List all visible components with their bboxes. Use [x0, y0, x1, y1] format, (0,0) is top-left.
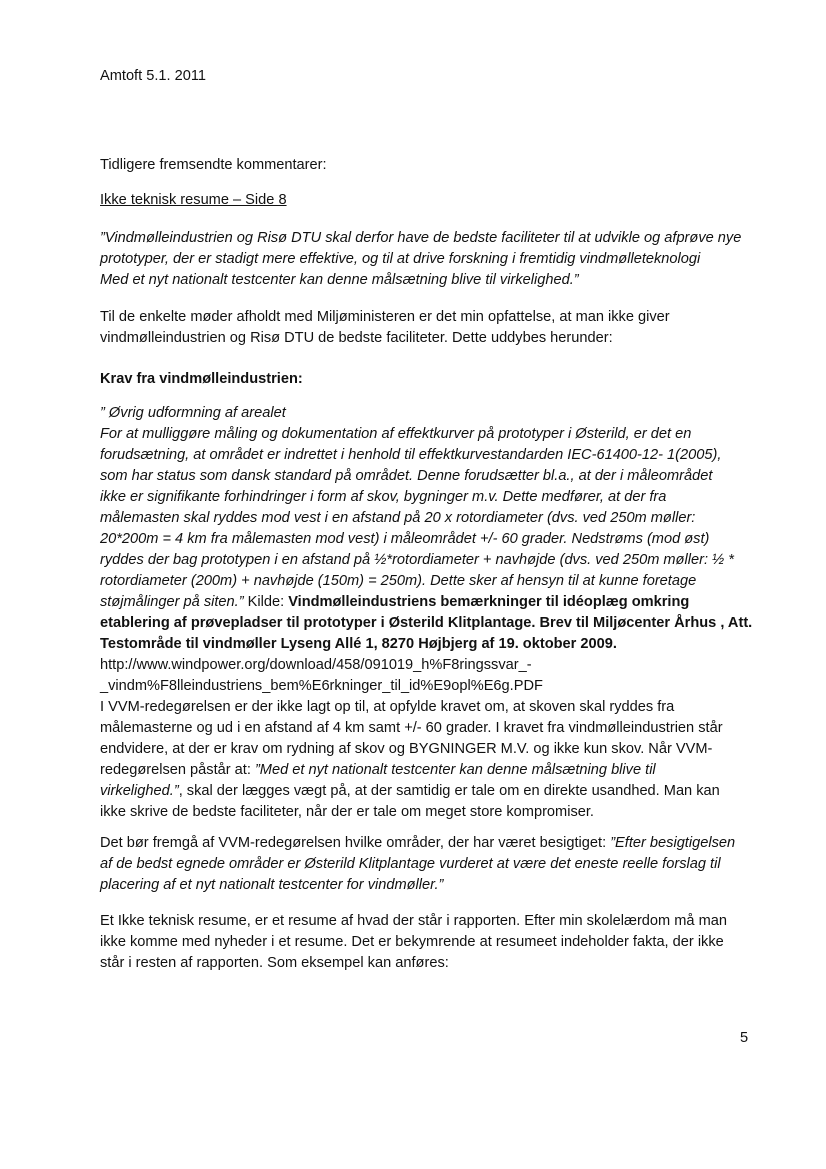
krav-quote-line: rotordiameter (200m) + navhøjde (150m) = 250m). Dette sker af hensyn til at kunne foretage: [100, 573, 697, 589]
paragraph-line: I VVM-redegørelsen er der ikke lagt op til, at opfylde kravet om, at skoven skal ryddes fra: [100, 699, 675, 715]
paragraph-line: af de bedst egnede områder er Østerild Klitplantage vurderet at være det eneste reelle forslag til: [100, 856, 721, 872]
krav-quote-line: ikke er signifikante forhindringer i form af skov, bygninger m.v. Dette medfører, at der fra: [100, 489, 667, 505]
paragraph-text: , skal der lægges vægt på, at der samtidig er tale om en direkte usandhed. Man kan: [178, 783, 720, 799]
source-title: Vindmølleindustriens bemærkninger til idéoplæg omkring: [288, 594, 690, 610]
krav-quote-line: For at mulliggøre måling og dokumentation af effektkurver på prototyper i Østerild, er det en: [100, 426, 692, 442]
paragraph-line: [100, 760, 760, 781]
inline-quote: ”Med et nyt nationalt testcenter kan denne målsætning blive til: [254, 762, 656, 778]
intro-heading: [100, 155, 760, 176]
quote-line: Med et nyt nationalt testcenter kan denne målsætning blive til virkelighed.”: [100, 272, 579, 288]
quote-line: prototyper, der er stadigt mere effektive, og til at drive forskning i fremtidig vindmølleteknologi: [100, 251, 701, 267]
page-number: 5: [740, 1030, 749, 1046]
krav-quote-line: målemasten skal ryddes mod vest i en afstand på 20 x rotordiameter (dvs. ved 250m møller:: [100, 510, 696, 526]
paragraph-line: Til de enkelte møder afholdt med Miljøministeren er det min opfattelse, at man ikke giver: [100, 309, 670, 325]
paragraph-1: [100, 307, 760, 349]
krav-quote-line: 20*200m = 4 km fra målemasten mod vest) i måleområdet +/- 60 grader. Nedstrøms (mod øst): [100, 531, 710, 547]
paragraph-line: Et Ikke teknisk resume, er et resume af hvad der står i rapporten. Efter min skolelærdom må man: [100, 913, 727, 929]
paragraph-line: endvidere, at der er krav om rydning af skov og BYGNINGER M.V. og ikke kun skov. Når VVM-: [100, 741, 713, 757]
krav-quote-line: ryddes der bag prototypen i en afstand på ½*rotordiameter + navhøjde (dvs. ved 250m møller: ½ *: [100, 552, 734, 568]
paragraph-line: [100, 781, 760, 802]
paragraph-line: målemasterne og ud i en afstand af 4 km samt +/- 60 grader. I kravet fra vindmølleindustrien står: [100, 720, 723, 736]
inline-quote: virkelighed.”: [100, 783, 179, 799]
krav-quote-line: ” Øvrig udformning af arealet: [100, 405, 286, 421]
krav-quote-line: forudsætning, at området er indrettet i henhold til effektkurvestandarden IEC-61400-12- 1(2005),: [100, 447, 722, 463]
krav-quote-end: støjmålinger på siten.”: [100, 594, 244, 610]
paragraph-2: [100, 697, 760, 823]
section-title: [100, 190, 760, 211]
paragraph-4: [100, 911, 760, 974]
paragraph-line: står i resten af rapporten. Som eksempel kan anføres:: [100, 955, 449, 971]
paragraph-line: [100, 833, 760, 854]
date-line: [100, 66, 760, 87]
paragraph-3: [100, 833, 760, 896]
paragraph-line: vindmølleindustrien og Risø DTU de bedste faciliteter. Dette uddybes herunder:: [100, 330, 613, 346]
krav-heading: [100, 369, 760, 390]
source-url[interactable]: _vindm%F8lleindustriens_bem%E6rkninger_til_id%E9opl%E6g.PDF: [100, 678, 543, 694]
quote-block-1: [100, 228, 760, 291]
paragraph-line: ikke skrive de bedste faciliteter, når der er tale om meget store kompromiser.: [100, 804, 594, 820]
krav-quote-block: [100, 403, 760, 697]
source-title-line: Testområde til vindmøller Lyseng Allé 1, 8270 Højbjerg af 19. oktober 2009.: [100, 636, 617, 652]
section-title-text: Ikke teknisk resume – Side 8: [100, 192, 287, 208]
krav-source-line: [100, 592, 760, 613]
paragraph-line: placering af et nyt nationalt testcenter for vindmøller.”: [100, 877, 444, 893]
krav-quote-line: som har status som dansk standard på området. Denne forudsætter bl.a., at der i måleområdet: [100, 468, 713, 484]
source-label: Kilde:: [243, 594, 289, 610]
paragraph-text: Det bør fremgå af VVM-redegørelsen hvilke områder, der har været besigtiget:: [100, 835, 611, 851]
date-text: Amtoft 5.1. 2011: [100, 68, 207, 84]
quote-line: ”Vindmølleindustrien og Risø DTU skal derfor have de bedste faciliteter til at udvikle og afprøve nye: [100, 230, 742, 246]
intro-heading-text: Tidligere fremsendte kommentarer:: [100, 157, 327, 173]
source-url[interactable]: http://www.windpower.org/download/458/091019_h%F8ringssvar_-: [100, 657, 532, 673]
krav-heading-text: Krav fra vindmølleindustrien:: [100, 371, 303, 387]
paragraph-text: redegørelsen påstår at:: [100, 762, 255, 778]
paragraph-line: ikke komme med nyheder i et resume. Det er bekymrende at resumeet indeholder fakta, der ikke: [100, 934, 724, 950]
inline-quote: ”Efter besigtigelsen: [610, 835, 736, 851]
source-title-line: etablering af prøvepladser til prototyper i Østerild Klitplantage. Brev til Miljøcenter Århus , Att.: [100, 615, 753, 631]
